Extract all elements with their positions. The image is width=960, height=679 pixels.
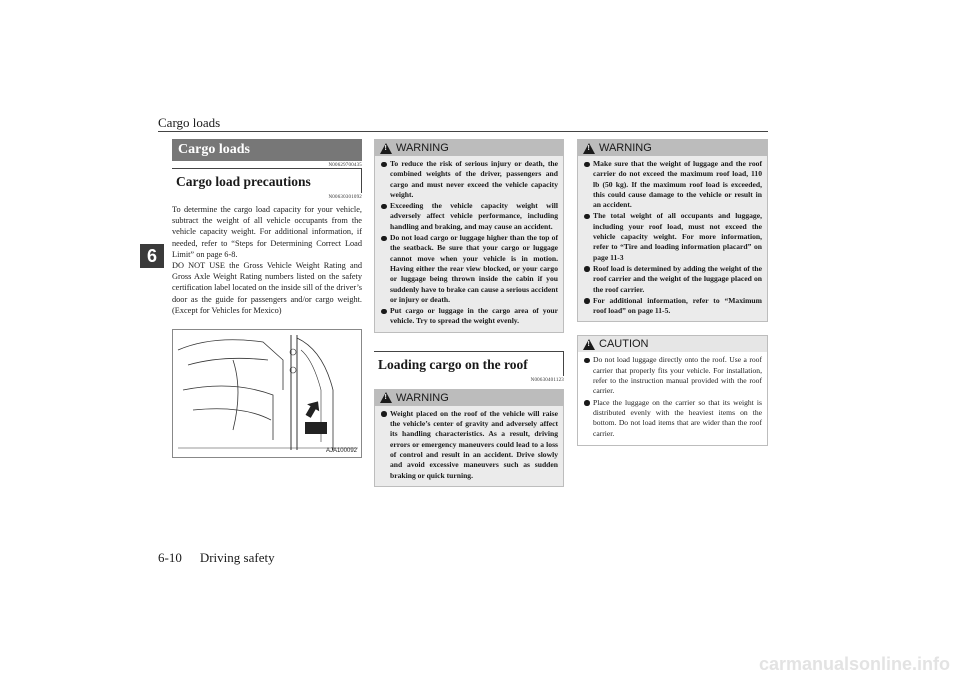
warning-item: Make sure that the weight of luggage and the roof carrier do not exceed the maximum roof load, 110 lb (50 kg). If the maximum roof load is exceeded, this could cause damage to the vehicle or result in an accident.: [584, 159, 762, 210]
warning-triangle-icon: [583, 143, 595, 154]
caution-item: Do not load luggage directly onto the roof. Use a roof carrier that properly fits your vehicle. For installation, refer to the instruction manual provided with the roof carrier.: [584, 355, 762, 396]
caution-triangle-icon: [583, 339, 595, 350]
door-sill-figure: [172, 329, 362, 458]
paragraph-cargo-capacity: To determine the cargo load capacity for your vehicle, subtract the weight of all vehicle occupants from the vehicle capacity weight. For additional information, if needed, refer to “Steps for Determining Correct Load Limit” on page 6-8.: [172, 205, 362, 259]
warning-header: [375, 390, 563, 406]
page-header-title: Cargo loads: [158, 115, 221, 130]
chapter-tab: 6: [140, 244, 164, 268]
warning-label: WARNING: [599, 142, 652, 154]
warning-box-roof-load: [577, 139, 768, 322]
warning-item: Weight placed on the roof of the vehicle will raise the vehicle’s center of gravity and adversely affect its handling characteristics. As a result, driving errors or emergency maneuvers could lead to a loss of control and result in an accident. Drive slowly and avoid excessive maneuvers such as sudden braking or quick turning.: [381, 409, 558, 481]
page-footer: [158, 550, 275, 566]
footer-section: Driving safety: [199, 550, 275, 565]
warning-triangle-icon: [380, 143, 392, 154]
column-1: [172, 139, 362, 458]
column-2: [374, 139, 564, 487]
warning-item: Do not load cargo or luggage higher than the top of the seatback. Be sure that your cargo or luggage cannot move when your vehicle is in motion. Having either the rear view blocked, or your cargo or luggage being thrown inside the cabin if you suddenly have to brake can cause a serious accident or injury or death.: [381, 233, 558, 305]
subsection-code-roof: N00630401123: [530, 377, 564, 383]
warning-item: For additional information, refer to “Maximum roof load” on page 11-5.: [584, 296, 762, 317]
header-rule: [158, 131, 768, 132]
caution-label: CAUTION: [599, 338, 649, 351]
watermark: carmanualsonline.info: [758, 654, 950, 674]
page-number: 6-10: [158, 550, 182, 565]
caution-list: [578, 355, 767, 438]
warning-item: Roof load is determined by adding the weight of the roof carrier and the weight of the luggage placed on the roof carrier.: [584, 264, 762, 295]
warning-label: WARNING: [396, 142, 449, 154]
warning-item: The total weight of all occupants and luggage, including your roof load, must not exceed the vehicle capacity weight. For more information, refer to “Tire and loading information placard” on page 11-3: [584, 211, 762, 262]
caution-header: [578, 336, 767, 352]
section-code: N00629700435: [328, 163, 362, 168]
warning-list: [375, 409, 563, 481]
warning-item: Put cargo or luggage in the cargo area of your vehicle. Try to spread the weight evenly.: [381, 306, 558, 327]
warning-list: [578, 159, 767, 316]
warning-box-roof: [374, 389, 564, 487]
warning-label: WARNING: [396, 391, 449, 404]
figure-label: AJA100092: [325, 448, 357, 455]
warning-box-capacity: [374, 139, 564, 333]
warning-list: [375, 159, 563, 327]
warning-triangle-icon: [380, 392, 392, 403]
paragraph-gvwr-notice: DO NOT USE the Gross Vehicle Weight Rating and Gross Axle Weight Rating numbers listed on the safety certification label located on the inside sill of the driver’s door as the guide for passengers and/or cargo weight. (Except for Vehicles for Mexico): [172, 261, 362, 315]
subsection-title-roof: Loading cargo on the roof: [374, 351, 564, 376]
warning-item: Exceeding the vehicle capacity weight will adversely affect vehicle performance, including handling and braking, and may cause an accident.: [381, 201, 558, 232]
door-sill-illustration: [173, 330, 362, 457]
warning-header: [578, 140, 767, 156]
warning-item: To reduce the risk of serious injury or death, the combined weights of the driver, passengers and cargo and must never exceed the vehicle capacity weight.: [381, 159, 558, 200]
subsection-code: N00630301092: [328, 195, 362, 200]
caution-box: [577, 335, 768, 445]
section-title: Cargo loads: [172, 139, 362, 161]
column-3: [577, 139, 768, 446]
caution-item: Place the luggage on the carrier so that its weight is distributed evenly with the heaviest items on the bottom. Do not load items that are wider than the roof carrier.: [584, 398, 762, 439]
subsection-title-cargo-precautions: Cargo load precautions: [172, 168, 362, 193]
warning-header: [375, 140, 563, 156]
